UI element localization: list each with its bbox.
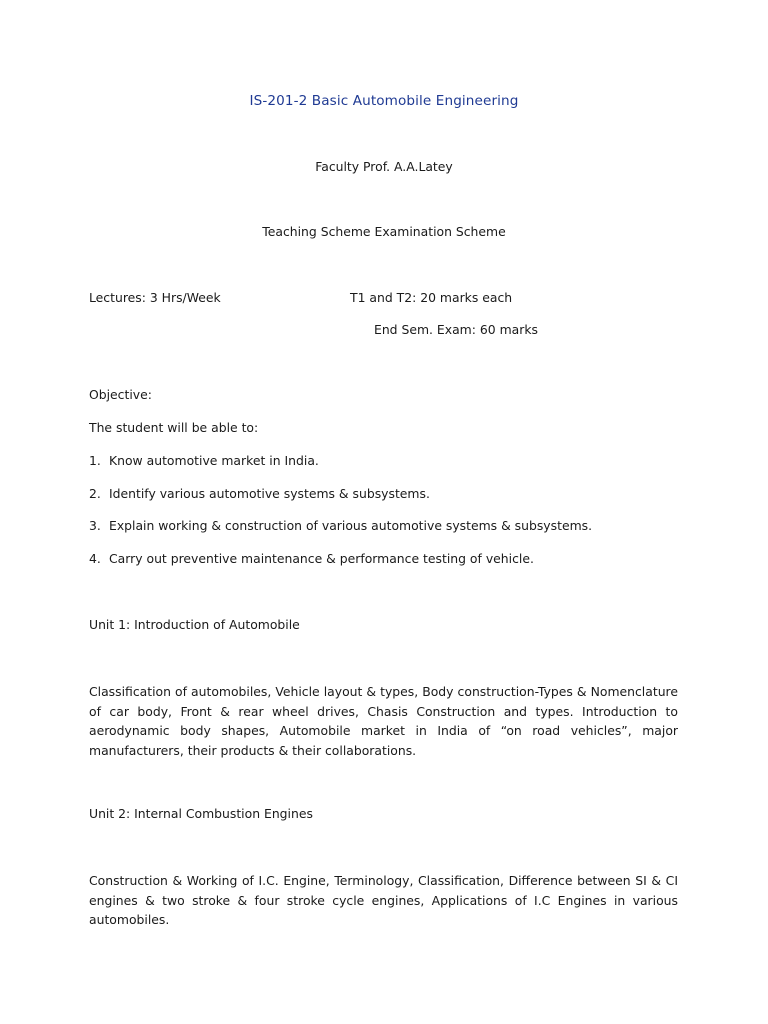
objective-text: Carry out preventive maintenance & performance testing of vehicle. (109, 551, 534, 566)
faculty-line: Faculty Prof. A.A.Latey (315, 159, 453, 174)
objective-label: Objective: (89, 387, 152, 402)
objective-item (89, 486, 430, 501)
objective-number: 1. (89, 453, 101, 468)
scheme-heading: Teaching Scheme Examination Scheme (262, 224, 506, 239)
unit2-heading: Unit 2: Internal Combustion Engines (89, 806, 313, 821)
objective-item (89, 518, 592, 533)
document-title: IS-201-2 Basic Automobile Engineering (249, 93, 519, 109)
unit2-body: Construction & Working of I.C. Engine, Terminology, Classification, Difference between SI & CI engines & two stroke & four stroke cycle engines, Applications of I.C Engines in various automobiles. (89, 873, 678, 927)
unit1-heading: Unit 1: Introduction of Automobile (89, 617, 300, 632)
lectures-text: Lectures: 3 Hrs/Week (89, 290, 221, 305)
objective-intro: The student will be able to: (89, 420, 259, 435)
objective-text: Know automotive market in India. (109, 453, 319, 468)
objective-text: Explain working & construction of various automotive systems & subsystems. (109, 518, 593, 533)
objective-number: 3. (89, 518, 101, 533)
t1-t2-marks-text: T1 and T2: 20 marks each (350, 290, 513, 305)
objective-text: Identify various automotive systems & subsystems. (109, 486, 430, 501)
objective-item (89, 551, 534, 566)
objective-number: 2. (89, 486, 101, 501)
end-sem-marks-text: End Sem. Exam: 60 marks (374, 322, 538, 337)
objective-item (89, 453, 319, 468)
unit1-body: Classification of automobiles, Vehicle layout & types, Body construction-Types & Nomenclature of car body, Front & rear wheel drives, Chasis Construction and types. Introduction to aerodynamic body shapes, Automobile market in India of “on road vehicles”, major manufacturers, their products & their collaborations. (89, 684, 678, 758)
objective-number: 4. (89, 551, 101, 566)
